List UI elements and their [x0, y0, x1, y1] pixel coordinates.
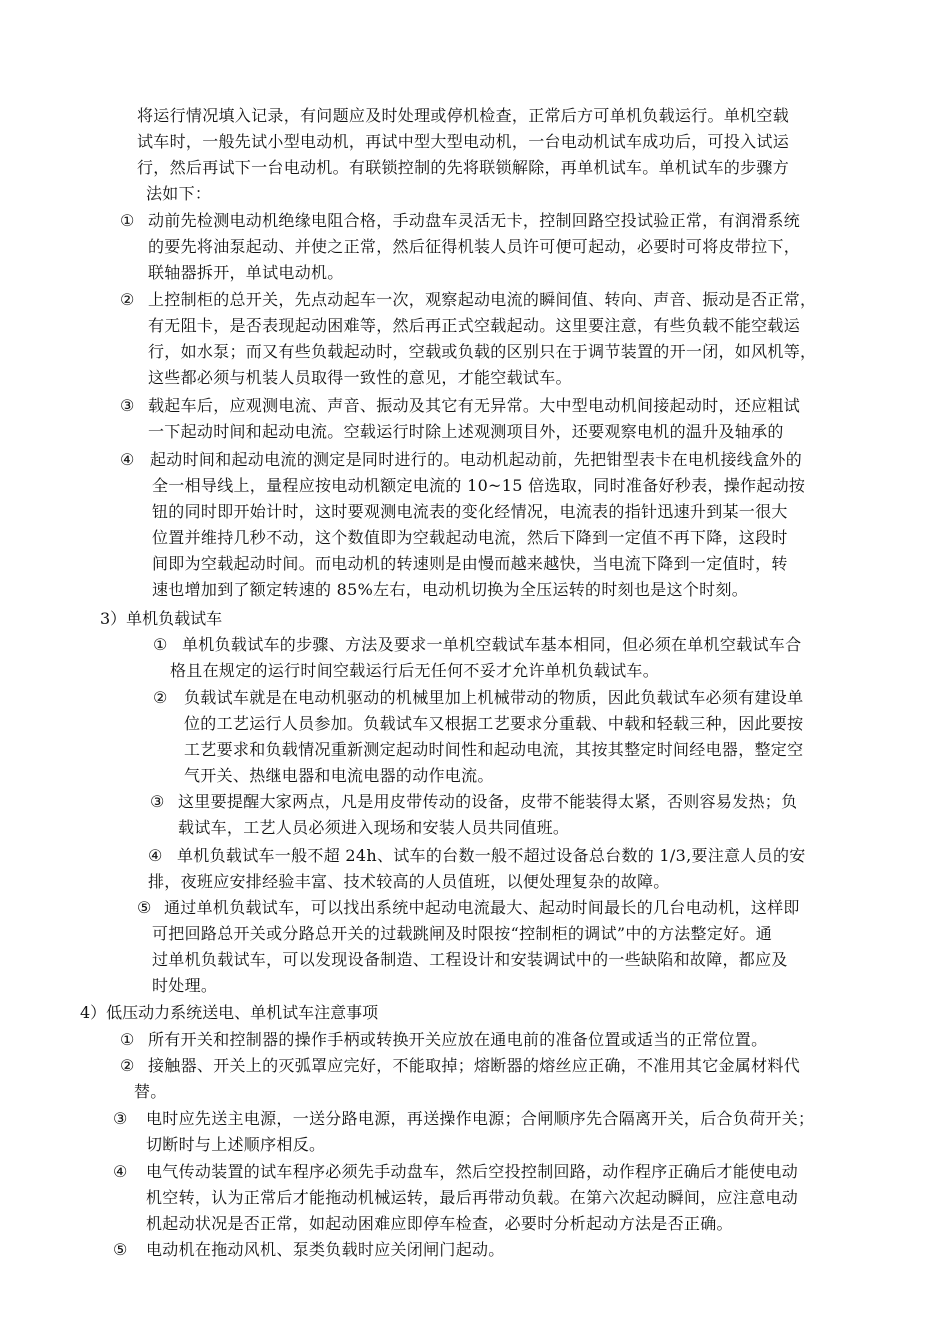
intro-line: 行，然后再试下一台电动机。有联锁控制的先将联锁解除，再单机试车。单机试车的步骤方 — [137, 158, 790, 177]
step-number: ③ — [113, 1109, 128, 1128]
section-heading: 4）低压动力系统送电、单机试车注意事项 — [80, 1003, 379, 1022]
step-line: 机空转，认为正常后才能拖动机械运转，最后再带动负载。在第六次起动瞬间，应注意电动 — [146, 1188, 799, 1207]
step-number: ③ — [120, 396, 135, 415]
step-line: 位置并维持几秒不动，这个数值即为空载起动电流，然后下降到一定值不再下降，这段时 — [152, 528, 788, 547]
step-line: 机起动状况是否正常，如起动困难应即停车检查，必要时分析起动方法是否正确。 — [146, 1214, 733, 1233]
step-line: 动前先检测电动机绝缘电阻合格，手动盘车灵活无卡，控制回路空投试验正常，有润滑系统 — [148, 211, 801, 230]
step-line: 通过单机负载试车，可以找出系统中起动电流最大、起动时间最长的几台电动机，这样即 — [164, 898, 800, 917]
step-number: ② — [153, 688, 168, 707]
step-line: 时处理。 — [152, 976, 218, 995]
step-line: 一下起动时间和起动电流。空载运行时除上述观测项目外，还要观察电机的温升及轴承的 — [148, 422, 784, 441]
step-number: ① — [120, 1030, 135, 1049]
step-line: 接触器、开关上的灭弧罩应完好，不能取掉；熔断器的熔丝应正确，不准用其它金属材料代 — [148, 1056, 801, 1075]
step-line: 载起车后，应观测电流、声音、振动及其它有无异常。大中型电动机间接起动时，还应粗试 — [148, 396, 801, 415]
step-number: ④ — [120, 450, 135, 469]
step-line: 有无阻卡，是否表现起动困难等，然后再正式空载起动。这里要注意，有些负载不能空载运 — [148, 316, 801, 335]
step-line: 单机负载试车一般不超 24h、试车的台数一般不超过设备总台数的 1/3,要注意人员的安 — [177, 846, 806, 865]
step-number: ④ — [113, 1162, 128, 1181]
step-line: 替。 — [134, 1082, 167, 1101]
step-number: ① — [153, 635, 168, 654]
step-line: 负载试车就是在电动机驱动的机械里加上机械带动的物质，因此负载试车必须有建设单 — [184, 688, 804, 707]
step-line: 气开关、热继电器和电流电器的动作电流。 — [184, 766, 494, 785]
step-line: 电动机在拖动风机、泵类负载时应关闭闸门起动。 — [146, 1240, 505, 1259]
intro-line: 法如下： — [146, 184, 212, 203]
step-line: 这里要提醒大家两点，凡是用皮带传动的设备，皮带不能装得太紧，否则容易发热；负 — [178, 792, 798, 811]
step-number: ③ — [150, 792, 165, 811]
step-number: ② — [120, 1056, 135, 1075]
step-line: 电时应先送主电源，一送分路电源，再送操作电源；合闸顺序先合隔离开关，后合负荷开关； — [146, 1109, 815, 1128]
section-heading: 3）单机负载试车 — [100, 609, 223, 628]
step-line: 起动时间和起动电流的测定是同时进行的。电动机起动前，先把钳型表卡在电机接线盒外的 — [150, 450, 803, 469]
intro-line: 将运行情况填入记录，有问题应及时处理或停机检查，正常后方可单机负载运行。单机空载 — [137, 106, 790, 125]
step-line: 单机负载试车的步骤、方法及要求一单机空载试车基本相同，但必须在单机空载试车合 — [182, 635, 802, 654]
step-line: 可把回路总开关或分路总开关的过载跳闸及时限按“控制柜的调试”中的方法整定好。通 — [152, 924, 773, 943]
step-line: 速也增加到了额定转速的 85%左右，电动机切换为全压运转的时刻也是这个时刻。 — [152, 580, 749, 599]
step-line: 上控制柜的总开关，先点动起车一次，观察起动电流的瞬间值、转向、声音、振动是否正常， — [148, 290, 817, 309]
step-line: 行，如水泵；而又有些负载起动时，空载或负载的区别只在于调节装置的开一闭，如风机等， — [148, 342, 817, 361]
step-number: ⑤ — [137, 898, 152, 917]
step-line: 载试车，工艺人员必须进入现场和安装人员共同值班。 — [178, 818, 570, 837]
step-number: ⑤ — [113, 1240, 128, 1259]
step-line: 过单机负载试车，可以发现设备制造、工程设计和安装调试中的一些缺陷和故障，都应及 — [152, 950, 788, 969]
step-line: 切断时与上述顺序相反。 — [146, 1135, 326, 1154]
step-line: 工艺要求和负载情况重新测定起动时间性和起动电流，其按其整定时间经电器，整定空 — [184, 740, 804, 759]
step-line: 的要先将油泵起动、并使之正常，然后征得机装人员许可便可起动，必要时可将皮带拉下， — [148, 237, 801, 256]
step-number: ② — [120, 290, 135, 309]
step-number: ① — [120, 211, 135, 230]
step-line: 联轴器拆开，单试电动机。 — [148, 263, 344, 282]
step-line: 这些都必须与机装人员取得一致性的意见，才能空载试车。 — [148, 368, 572, 387]
step-number: ④ — [148, 846, 163, 865]
intro-line: 试车时，一般先试小型电动机，再试中型大型电动机，一台电动机试车成功后，可投入试运 — [137, 132, 790, 151]
step-line: 间即为空载起动时间。而电动机的转速则是由慢而越来越快，当电流下降到一定值时，转 — [152, 554, 788, 573]
step-line: 全一相导线上，量程应按电动机额定电流的 10~15 倍选取，同时准备好秒表，操作起动按 — [152, 476, 806, 495]
step-line: 电气传动装置的试车程序必须先手动盘车，然后空投控制回路，动作程序正确后才能使电动 — [146, 1162, 799, 1181]
step-line: 排，夜班应安排经验丰富、技术较高的人员值班，以便处理复杂的故障。 — [148, 872, 670, 891]
step-line: 所有开关和控制器的操作手柄或转换开关应放在通电前的准备位置或适当的正常位置。 — [148, 1030, 768, 1049]
step-line: 位的工艺运行人员参加。负载试车又根据工艺要求分重载、中载和轻载三种，因此要按 — [184, 714, 804, 733]
step-line: 格且在规定的运行时间空载运行后无任何不妥才允许单机负载试车。 — [170, 661, 660, 680]
step-line: 钮的同时即开始计时，这时要观测电流表的变化经情况，电流表的指针迅速升到某一很大 — [152, 502, 788, 521]
